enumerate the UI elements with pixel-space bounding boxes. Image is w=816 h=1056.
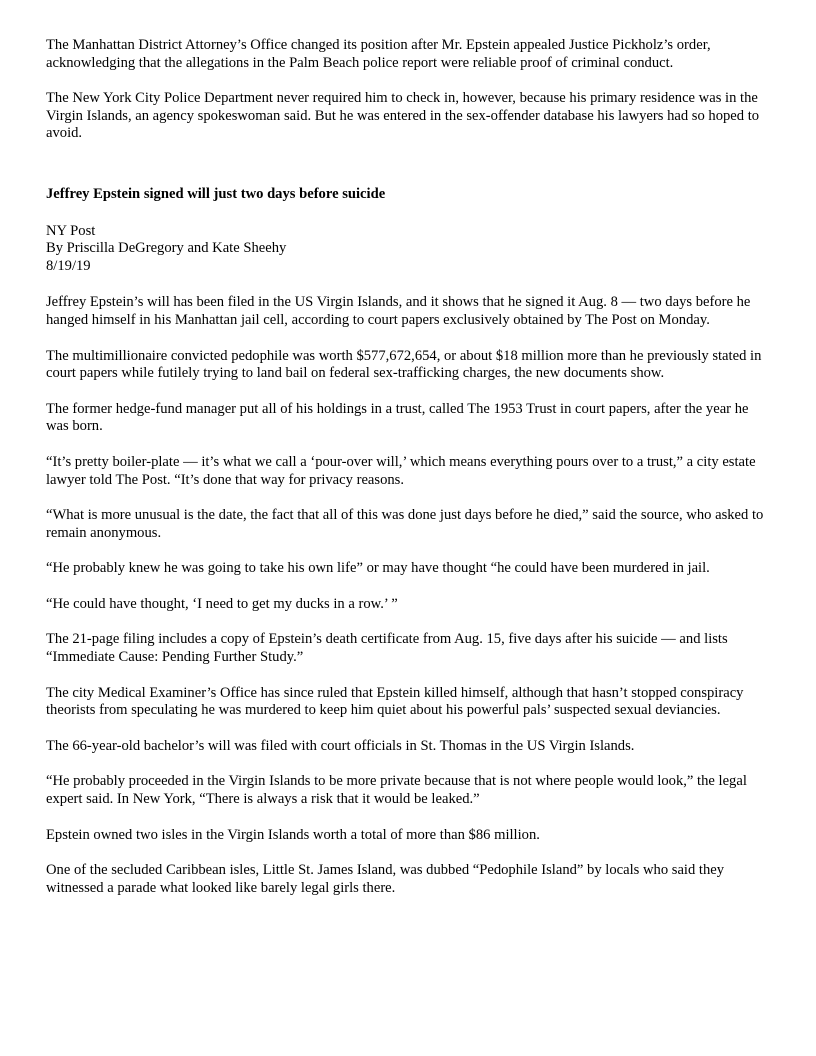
article-paragraph: Jeffrey Epstein’s will has been filed in the US Virgin Islands, and it shows that he signed it Aug. 8 — two days before he hanged himself in his Manhattan jail cell, according to court papers exclusively obtained by The Post on Monday. bbox=[46, 294, 751, 328]
intro-paragraph: The New York City Police Department never required him to check in, however, because his primary residence was in the Virgin Islands, an agency spokeswoman said. But he was entered in the sex-offender database his lawyers had so hoped to avoid. bbox=[46, 90, 760, 142]
article-paragraph: “He probably knew he was going to take his own life” or may have thought “he could have been murdered in jail. bbox=[46, 560, 710, 577]
article-paragraph: “What is more unusual is the date, the fact that all of this was done just days before he died,” said the source, who asked to remain anonymous. bbox=[46, 507, 764, 541]
section-spacer bbox=[46, 161, 770, 186]
article-paragraph: “It’s pretty boiler-plate — it’s what we call a ‘pour-over will,’ which means everything pours over to a trust,” a city estate lawyer told The Post. “It’s done that way for privacy reasons. bbox=[46, 453, 756, 488]
article-headline: Jeffrey Epstein signed will just two days before suicide bbox=[46, 185, 386, 202]
article-authors: By Priscilla DeGregory and Kate Sheehy bbox=[46, 240, 287, 257]
article-publication: NY Post bbox=[46, 222, 96, 239]
article-paragraph: One of the secluded Caribbean isles, Little St. James Island, was dubbed “Pedophile Island” by locals who said they witnessed a parade what looked like barely legal girls there. bbox=[46, 862, 725, 896]
article-paragraph: The former hedge-fund manager put all of his holdings in a trust, called The 1953 Trust in court papers, after the year he was born. bbox=[46, 400, 749, 435]
article-date: 8/19/19 bbox=[46, 257, 91, 274]
article-paragraph: The multimillionaire convicted pedophile was worth $577,672,654, or about $18 million more than he previously stated in court papers while futilely trying to land bail on federal sex-trafficking charges, the new documents show. bbox=[46, 347, 762, 382]
article-paragraph: “He could have thought, ‘I need to get my ducks in a row.’ ” bbox=[46, 595, 398, 612]
article-paragraph: The city Medical Examiner’s Office has since ruled that Epstein killed himself, although that hasn’t stopped conspiracy theorists from speculating he was murdered to keep him quiet about his powerful pals’ suspected sexual deviancies. bbox=[46, 684, 744, 719]
document-page bbox=[46, 37, 770, 915]
intro-paragraph: The Manhattan District Attorney’s Office changed its position after Mr. Epstein appealed Justice Pickholz’s order, acknowledging that the allegations in the Palm Beach police report were reliable proof of criminal conduct. bbox=[46, 37, 711, 71]
article-paragraph: Epstein owned two isles in the Virgin Islands worth a total of more than $86 million. bbox=[46, 826, 540, 843]
article-paragraph: The 66-year-old bachelor’s will was filed with court officials in St. Thomas in the US Virgin Islands. bbox=[46, 737, 635, 754]
article-paragraph: “He probably proceeded in the Virgin Islands to be more private because that is not where people would look,” the legal expert said. In New York, “There is always a risk that it would be leaked.” bbox=[46, 773, 747, 808]
article-byline-block bbox=[46, 223, 770, 276]
article-paragraph: The 21-page filing includes a copy of Epstein’s death certificate from Aug. 15, five days after his suicide — and lists “Immediate Cause: Pending Further Study.” bbox=[46, 631, 728, 666]
